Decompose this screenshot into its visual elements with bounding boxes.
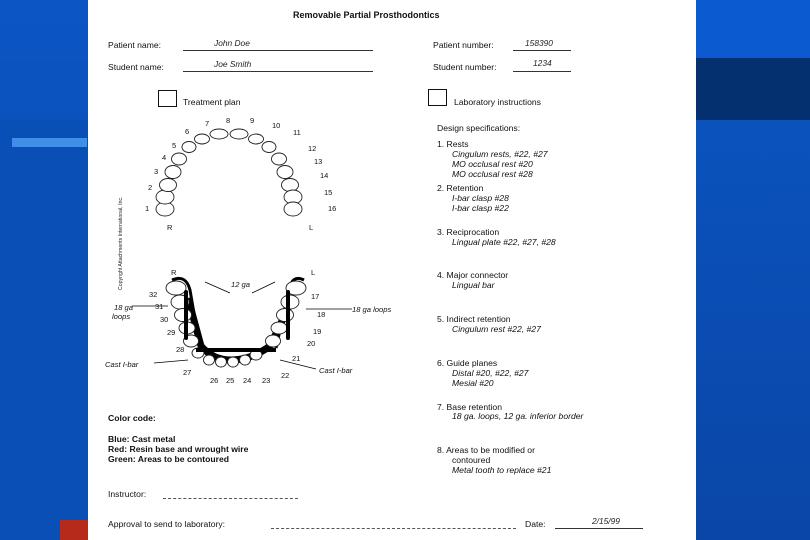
student-number-line: [513, 71, 571, 72]
design-item-line: Metal tooth to replace #21: [452, 465, 552, 475]
design-item-title: 6. Guide planes: [437, 358, 498, 368]
color-code-blue: Blue: Cast metal: [108, 434, 176, 444]
student-name-value: Joe Smith: [214, 59, 252, 69]
tooth-number: 31: [155, 302, 164, 311]
accent-bar: [12, 138, 87, 147]
date-label: Date:: [525, 519, 546, 529]
label-12ga: 12 ga: [231, 280, 251, 289]
instructor-line: [163, 498, 298, 499]
arch-side-label: R: [167, 223, 173, 232]
tooth-number: 21: [292, 354, 301, 363]
design-item-line: I-bar clasp #22: [452, 203, 509, 213]
design-item-line: Lingual plate #22, #27, #28: [452, 237, 556, 247]
background-block-right: [696, 58, 810, 120]
student-name-label: Student name:: [108, 62, 164, 72]
design-item-line: Mesial #20: [452, 378, 494, 388]
tooth-number: 8: [226, 116, 231, 125]
design-item-line: MO occlusal rest #28: [452, 169, 533, 179]
tooth-number: 15: [324, 188, 333, 197]
laboratory-instructions-checkbox[interactable]: [428, 89, 447, 106]
design-item-line: Cingulum rest #22, #27: [452, 324, 541, 334]
treatment-plan-checkbox[interactable]: [158, 90, 177, 107]
color-code-green: Green: Areas to be contoured: [108, 454, 229, 464]
tooth-number: 16: [328, 204, 337, 213]
tooth-number: 3: [154, 167, 159, 176]
design-item-line: I-bar clasp #28: [452, 193, 509, 203]
patient-number-value: 158390: [525, 38, 553, 48]
design-heading: Design specifications:: [437, 123, 521, 133]
label-18ga-left: 18 ga: [114, 303, 134, 312]
tooth-number: 17: [311, 292, 320, 301]
label-18ga-loops-right: 18 ga loops: [352, 305, 392, 314]
upper-arch-teeth: [156, 129, 302, 216]
treatment-plan-label: Treatment plan: [183, 97, 241, 107]
tooth-number: 30: [160, 315, 169, 324]
background-block-top-right: [696, 0, 810, 58]
arch-side-label: L: [311, 268, 316, 277]
tooth-number: 11: [293, 128, 301, 137]
patient-number-label: Patient number:: [433, 40, 494, 50]
tooth-number: 29: [167, 328, 176, 337]
tooth-number: 7: [205, 119, 210, 128]
form-title: Removable Partial Prosthodontics: [293, 10, 440, 20]
design-item-line: contoured: [452, 455, 491, 465]
design-item-title: 2. Retention: [437, 183, 484, 193]
approval-label: Approval to send to laboratory:: [108, 519, 226, 529]
tooth-number: 20: [307, 339, 316, 348]
patient-name-label: Patient name:: [108, 40, 162, 50]
design-item-title: 3. Reciprocation: [437, 227, 500, 237]
tooth-number: 9: [250, 116, 255, 125]
arch-side-label: L: [309, 223, 314, 232]
color-code-red: Red: Resin base and wrought wire: [108, 444, 249, 454]
design-item-title: 1. Rests: [437, 139, 469, 149]
design-item-title: 8. Areas to be modified or: [437, 445, 535, 455]
tooth-number: 27: [183, 368, 192, 377]
patient-number-line: [513, 50, 571, 51]
tooth-number: 23: [262, 376, 271, 385]
student-number-value: 1234: [533, 58, 552, 68]
label-cast-ibar-left: Cast I-bar: [105, 360, 139, 369]
background-block-left: [0, 120, 88, 540]
approval-line: [271, 528, 516, 529]
tooth-number: 13: [314, 157, 323, 166]
tooth-number: 1: [145, 204, 150, 213]
tooth-number: 14: [320, 171, 329, 180]
tooth-number: 26: [210, 376, 219, 385]
form-page: [88, 0, 696, 540]
tooth-number: 6: [185, 127, 190, 136]
date-line: [555, 528, 643, 529]
design-item-line: 18 ga. loops, 12 ga. inferior border: [452, 411, 584, 421]
copyright-text: Copyright Attachments International, Inc.: [118, 196, 124, 290]
student-name-line: [183, 71, 373, 72]
tooth-number: 10: [272, 121, 281, 130]
design-item-title: 7. Base retention: [437, 402, 502, 412]
label-loops-left: loops: [112, 312, 131, 321]
laboratory-instructions-label: Laboratory instructions: [454, 97, 541, 107]
design-item-line: Cingulum rests, #22, #27: [452, 149, 548, 159]
tooth-number: 5: [172, 141, 177, 150]
design-item-line: Distal #20, #22, #27: [452, 368, 529, 378]
student-number-label: Student number:: [433, 62, 497, 72]
tooth-number: 19: [313, 327, 322, 336]
tooth-number: 18: [317, 310, 326, 319]
tooth-number: 22: [281, 371, 290, 380]
arch-side-label: R: [171, 268, 177, 277]
tooth-number: 24: [243, 376, 252, 385]
accent-square: [60, 520, 88, 540]
patient-name-line: [183, 50, 373, 51]
patient-name-value: John Doe: [214, 38, 250, 48]
label-cast-ibar-right: Cast I-bar: [319, 366, 353, 375]
design-item-line: MO occlusal rest #20: [452, 159, 533, 169]
instructor-label: Instructor:: [108, 489, 147, 499]
design-item-line: Lingual bar: [452, 280, 495, 290]
tooth-number: 28: [176, 345, 185, 354]
tooth-number: 12: [308, 144, 317, 153]
tooth-number: 2: [148, 183, 153, 192]
tooth-number: 32: [149, 290, 158, 299]
design-item-title: 5. Indirect retention: [437, 314, 511, 324]
tooth-number: 4: [162, 153, 167, 162]
color-code-heading: Color code:: [108, 413, 156, 423]
tooth-number: 25: [226, 376, 235, 385]
date-value: 2/15/99: [592, 516, 620, 526]
design-item-title: 4. Major connector: [437, 270, 509, 280]
